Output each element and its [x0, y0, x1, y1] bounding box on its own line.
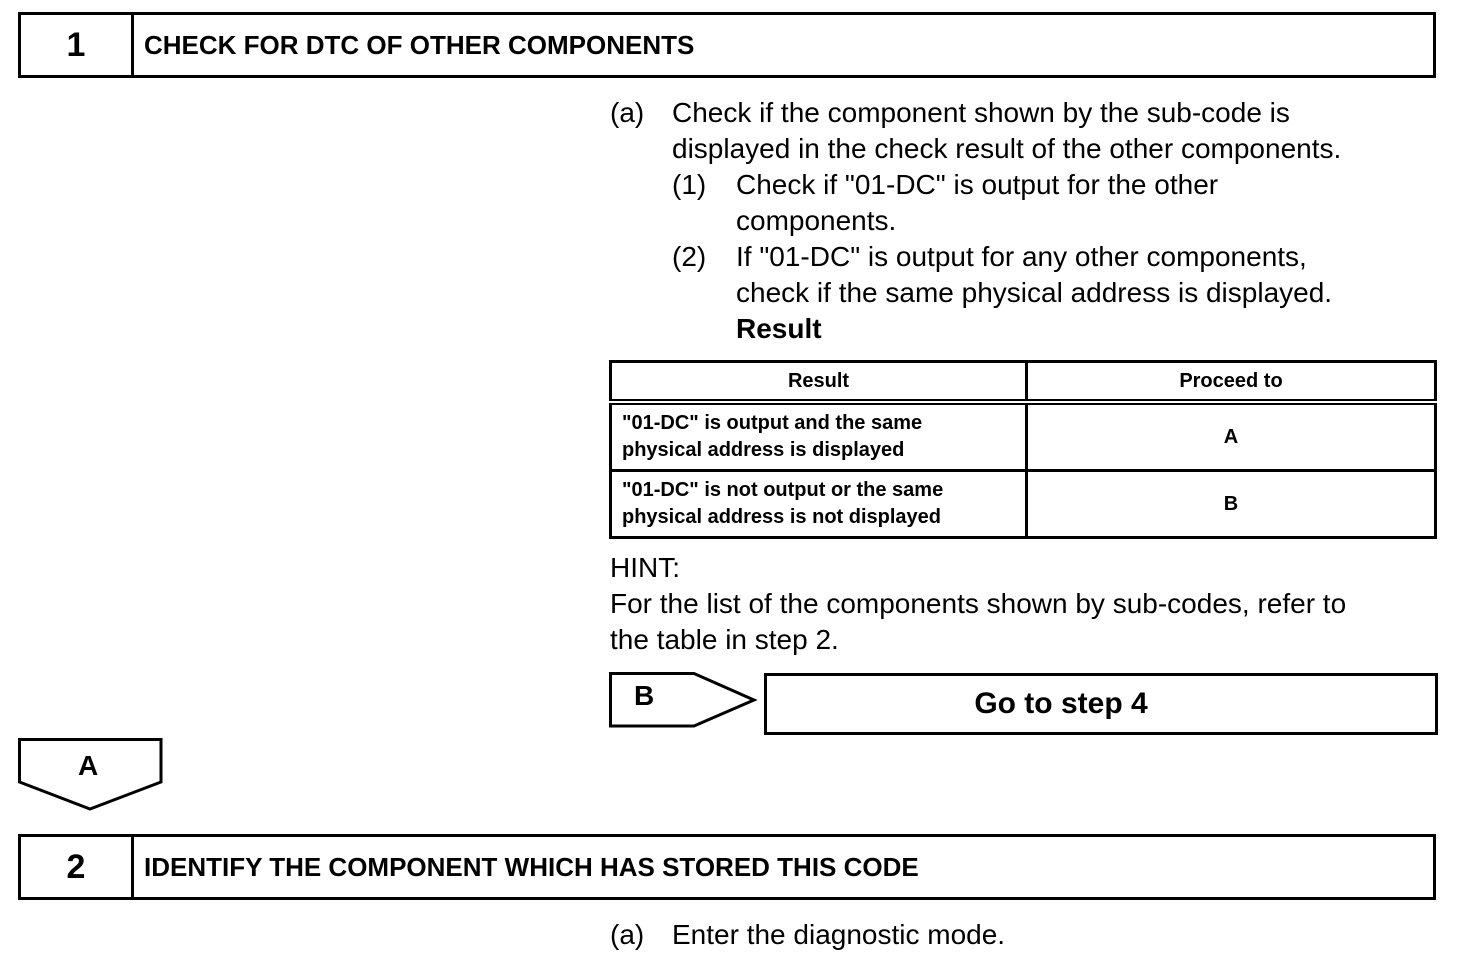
- go-to-step-4-box[interactable]: [764, 673, 1438, 735]
- step-2-item-a-marker: (a): [610, 919, 645, 950]
- step-1-item-a-line-2: displayed in the check result of the other components.: [672, 133, 1342, 164]
- step-2-title: IDENTIFY THE COMPONENT WHICH HAS STORED THIS CODE: [144, 851, 919, 882]
- step-1-number: 1: [21, 15, 134, 75]
- result-line: "01-DC" is output and the same: [622, 412, 923, 434]
- hint-label: HINT:: [610, 552, 680, 583]
- table-row: [611, 402, 1436, 471]
- step-1-item-a-line-1: Check if the component shown by the sub-code is: [672, 97, 1290, 128]
- result-line: "01-DC" is not output or the same: [622, 479, 944, 501]
- step-1-sub-1-marker: (1): [672, 169, 707, 200]
- step-1-sub-2-marker: (2): [672, 241, 707, 272]
- step-1-sub-1-line-2: components.: [736, 205, 897, 236]
- table-row: [611, 471, 1436, 538]
- step-1-item-a-marker: (a): [610, 97, 645, 128]
- branch-b-label: B: [634, 680, 655, 711]
- step-1-title: CHECK FOR DTC OF OTHER COMPONENTS: [144, 29, 695, 60]
- go-to-step-text: Go to step 4: [974, 687, 1148, 720]
- result-table: [609, 360, 1437, 539]
- step-1-sub-2-line-1: If "01-DC" is output for any other components,: [736, 241, 1307, 272]
- table-cell-result: [611, 471, 1027, 538]
- step-1-sub-1-line-1: Check if "01-DC" is output for the other: [736, 169, 1219, 200]
- result-table-header-row: [611, 362, 1436, 403]
- proceed-to-column-header: Proceed to: [1027, 362, 1436, 403]
- hint-line-2: the table in step 2.: [610, 624, 839, 655]
- result-heading: Result: [736, 313, 822, 344]
- step-2-item-a-text: Enter the diagnostic mode.: [672, 919, 1006, 950]
- table-cell-proceed: B: [1027, 471, 1436, 538]
- hint-line-1: For the list of the components shown by sub-codes, refer to: [610, 588, 1347, 619]
- step-2-number: 2: [21, 837, 134, 897]
- result-line: physical address is not displayed: [622, 506, 942, 528]
- table-cell-result: [611, 402, 1027, 471]
- step-2-header: [18, 834, 1436, 900]
- result-column-header: Result: [611, 362, 1027, 403]
- branch-b-arrow-icon: [609, 672, 759, 732]
- branch-a-label: A: [78, 750, 99, 781]
- result-line: physical address is displayed: [622, 439, 905, 461]
- table-cell-proceed: A: [1027, 402, 1436, 471]
- step-1-sub-2-line-2: check if the same physical address is displayed.: [736, 277, 1333, 308]
- step-1-header: [18, 12, 1436, 78]
